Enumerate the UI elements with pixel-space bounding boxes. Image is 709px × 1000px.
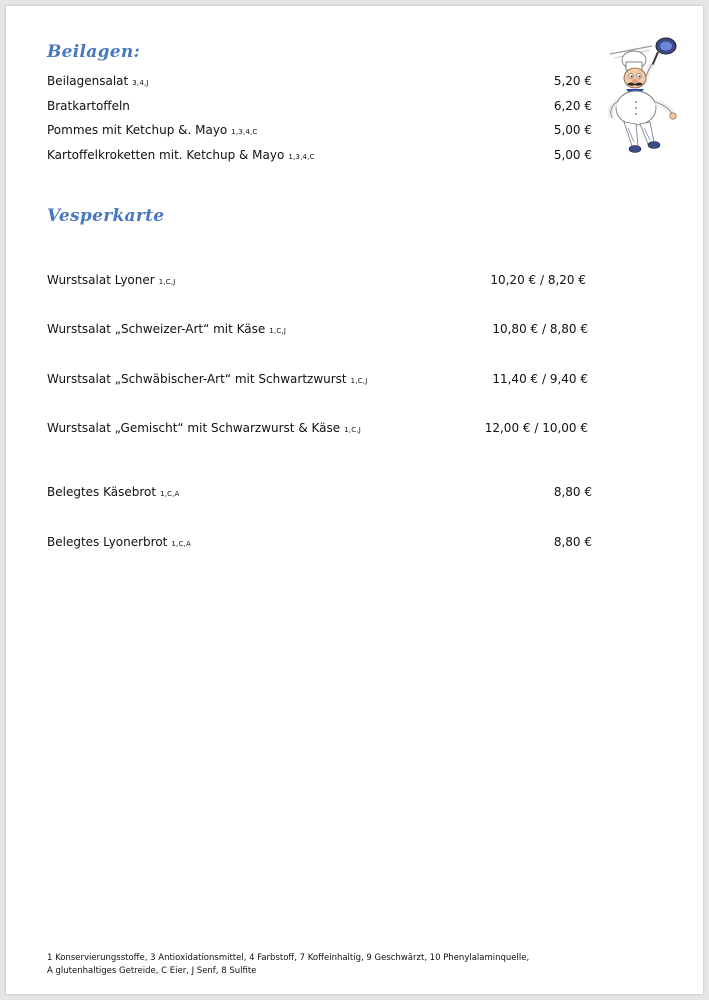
item-price: 10,80 € / 8,80 €	[492, 322, 588, 336]
item-name: Wurstsalat „Gemischt“ mit Schwarzwurst & Käse 1,C,J	[47, 421, 361, 435]
allergen-codes: 1,C,A	[171, 540, 191, 548]
allergen-codes: 1,3,4,C	[231, 128, 258, 136]
item-name: Belegtes Lyonerbrot 1,C,A	[47, 535, 191, 549]
item-name: Pommes mit Ketchup &. Mayo 1,3,4,C	[47, 123, 258, 137]
menu-item-wurstsalat-lyoner	[47, 271, 592, 289]
menu-item-wurstsalat-schweizer	[47, 320, 592, 338]
menu-item-bratkartoffeln	[47, 97, 592, 115]
menu-item-pommes	[47, 121, 592, 139]
item-price: 10,20 € / 8,20 €	[490, 273, 586, 287]
item-name: Wurstsalat „Schweizer-Art“ mit Käse 1,C,J	[47, 322, 287, 336]
menu-item-kartoffelkroketten	[47, 146, 592, 164]
menu-page	[6, 6, 703, 994]
item-price: 11,40 € / 9,40 €	[492, 372, 588, 386]
item-price: 5,00 €	[553, 123, 592, 137]
item-price: 12,00 € / 10,00 €	[484, 421, 588, 435]
item-name: Beilagensalat 3,4,J	[47, 74, 149, 88]
allergen-codes: 1,3,4,C	[288, 153, 315, 161]
allergen-codes: 1,C,A	[160, 490, 180, 498]
vesperkarte-title: Vesperkarte	[47, 206, 165, 226]
item-price: 5,20 €	[553, 74, 592, 88]
menu-item-lyonerbrot	[47, 533, 592, 551]
item-name: Kartoffelkroketten mit. Ketchup & Mayo 1,3,4,C	[47, 148, 315, 162]
beilagen-title: Beilagen:	[47, 42, 141, 62]
allergen-codes: 3,4,J	[132, 79, 149, 87]
item-name: Bratkartoffeln	[47, 99, 130, 113]
allergen-codes: 1,C,J	[350, 377, 368, 385]
allergen-legend-line-1: 1 Konservierungsstoffe, 3 Antioxidationsmittel, 4 Farbstoff, 7 Koffeinhaltig, 9 Geschwärzt, 10 Phenylalaminquelle,	[47, 953, 530, 963]
allergen-codes: 1,C,J	[344, 426, 361, 434]
menu-item-wurstsalat-gemischt	[47, 419, 592, 437]
item-price: 6,20 €	[553, 99, 592, 113]
allergen-legend	[47, 952, 647, 978]
item-name: Wurstsalat Lyoner 1,C,J	[47, 273, 176, 287]
chef-icon	[600, 36, 692, 158]
allergen-codes: 1,C,J	[269, 327, 287, 335]
item-name: Belegtes Käsebrot 1,C,A	[47, 485, 180, 499]
menu-item-beilagensalat	[47, 72, 592, 90]
item-price: 8,80 €	[553, 485, 592, 499]
item-price: 8,80 €	[553, 535, 592, 549]
item-name: Wurstsalat „Schwäbischer-Art“ mit Schwartzwurst 1,C,J	[47, 372, 368, 386]
allergen-legend-line-2: A glutenhaltiges Getreide, C Eier, J Senf, 8 Sulfite	[47, 966, 257, 976]
menu-item-wurstsalat-schwaebisch	[47, 370, 592, 388]
menu-item-kaesebrot	[47, 483, 592, 501]
item-price: 5,00 €	[553, 148, 592, 162]
allergen-codes: 1,C,J	[158, 278, 176, 286]
